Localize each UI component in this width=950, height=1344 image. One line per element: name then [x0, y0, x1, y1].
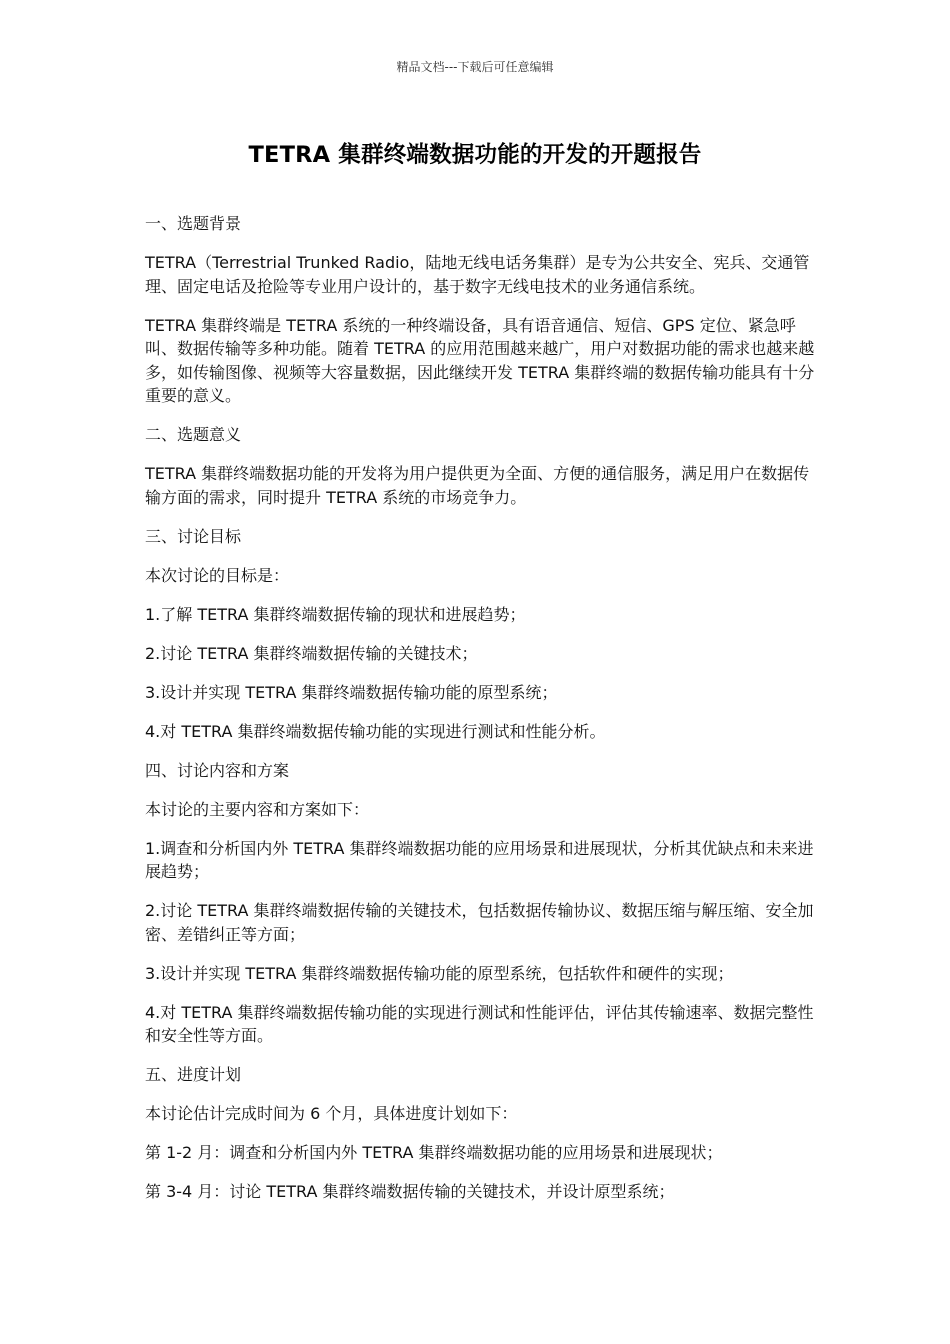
section-heading-schedule: 五、进度计划 [145, 1065, 242, 1084]
page-header: 精品文档---下载后可任意编辑 [396, 60, 554, 74]
list-item: 2.讨论 TETRA 集群终端数据传输的关键技术，包括数据传输协议、数据压缩与解压缩、安全加密、差错纠正等方面； [145, 901, 814, 944]
schedule-item: 第 3-4 月：讨论 TETRA 集群终端数据传输的关键技术，并设计原型系统； [145, 1182, 675, 1201]
section-heading-goals: 三、讨论目标 [145, 526, 242, 546]
paragraph: TETRA 集群终端数据功能的开发将为用户提供更为全面、方便的通信服务，满足用户在数据传输方面的需求，同时提升 TETRA 系统的市场竞争力。 [145, 464, 810, 507]
document-body [145, 212, 817, 1219]
list-item: 4.对 TETRA 集群终端数据传输功能的实现进行测试和性能评估，评估其传输速率、数据完整性和安全性等方面。 [145, 1002, 814, 1045]
document-title: TETRA 集群终端数据功能的开发的开题报告 [248, 142, 702, 168]
section-heading-content: 四、讨论内容和方案 [145, 760, 290, 780]
list-item: 3.设计并实现 TETRA 集群终端数据传输功能的原型系统，包括软件和硬件的实现； [145, 963, 734, 983]
paragraph: TETRA 集群终端是 TETRA 系统的一种终端设备，具有语音通信、短信、GPS 定位、紧急呼叫、数据传输等多种功能。随着 TETRA 的应用范围越来越广，用户对数据功能的需求也越来越多，如传输图像、视频等大容量数据，因此继续开发 TETRA 集群终端的数据传输功能具有十分重要的意义。 [145, 315, 815, 405]
list-item: 1.了解 TETRA 集群终端数据传输的现状和进展趋势； [145, 604, 526, 624]
list-item: 3.设计并实现 TETRA 集群终端数据传输功能的原型系统； [145, 682, 558, 702]
paragraph: 本次讨论的目标是： [145, 565, 290, 585]
list-item: 1.调查和分析国内外 TETRA 集群终端数据功能的应用场景和进展现状，分析其优缺点和未来进展趋势； [145, 838, 814, 881]
section-heading-background: 一、选题背景 [145, 214, 242, 233]
schedule-item: 第 1-2 月：调查和分析国内外 TETRA 集群终端数据功能的应用场景和进展现状； [145, 1143, 723, 1162]
paragraph: 本讨论估计完成时间为 6 个月，具体进度计划如下： [145, 1104, 518, 1123]
paragraph: TETRA（Terrestrial Trunked Radio，陆地无线电话务集群）是专为公共安全、宪兵、交通管理、固定电话及抢险等专业用户设计的，基于数字无线电技术的业务通信系统。 [145, 253, 810, 296]
list-item: 4.对 TETRA 集群终端数据传输功能的实现进行测试和性能分析。 [145, 721, 606, 741]
list-item: 2.讨论 TETRA 集群终端数据传输的关键技术； [145, 643, 478, 663]
paragraph: 本讨论的主要内容和方案如下： [145, 799, 370, 819]
section-heading-significance: 二、选题意义 [145, 425, 242, 444]
